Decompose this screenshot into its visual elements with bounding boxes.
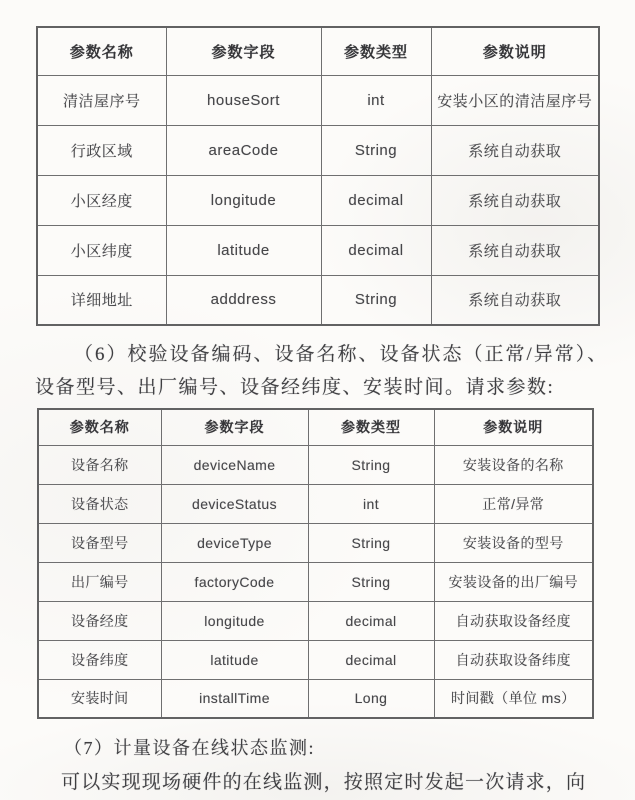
- paragraph-6-line2: 设备型号、出厂编号、设备经纬度、安装时间。请求参数:: [35, 377, 555, 398]
- table-cell: Long: [308, 679, 434, 718]
- table-cell: String: [308, 445, 434, 484]
- table-cell: 时间戳（单位 ms）: [434, 679, 593, 718]
- table-cell: 设备经度: [38, 601, 161, 640]
- table-cell: String: [321, 125, 431, 175]
- table-cell: 系统自动获取: [431, 275, 599, 325]
- table-row: [38, 562, 593, 601]
- table-row: [38, 640, 593, 679]
- table-row: [37, 75, 599, 125]
- table-row: [38, 601, 593, 640]
- table-cell: 详细地址: [37, 275, 166, 325]
- table-row: [38, 484, 593, 523]
- house-params-table: [36, 26, 600, 326]
- table-cell: 行政区域: [37, 125, 166, 175]
- table-cell: 系统自动获取: [431, 225, 599, 275]
- header-cell: 参数类型: [308, 409, 434, 445]
- paragraph-6-line1: （6）校验设备编码、设备名称、设备状态（正常/异常）、: [74, 344, 609, 365]
- table-cell: String: [308, 523, 434, 562]
- table-cell: decimal: [308, 640, 434, 679]
- header-cell: 参数名称: [38, 409, 161, 445]
- device-params-table: [37, 408, 594, 719]
- table-cell: decimal: [321, 225, 431, 275]
- table-cell: String: [321, 275, 431, 325]
- table-row: [37, 225, 599, 275]
- table-cell: deviceName: [161, 445, 308, 484]
- table-row: [37, 175, 599, 225]
- table-cell: 系统自动获取: [431, 175, 599, 225]
- table-cell: 安装设备的型号: [434, 523, 593, 562]
- table-cell: 设备纬度: [38, 640, 161, 679]
- table-cell: 清洁屋序号: [37, 75, 166, 125]
- table-cell: 正常/异常: [434, 484, 593, 523]
- header-cell: 参数名称: [37, 27, 166, 75]
- table-cell: int: [308, 484, 434, 523]
- table-cell: String: [308, 562, 434, 601]
- table-row: [37, 275, 599, 325]
- header-row: [37, 27, 599, 75]
- table-cell: 设备名称: [38, 445, 161, 484]
- table-cell: 系统自动获取: [431, 125, 599, 175]
- table-row: [38, 679, 593, 718]
- paragraph-7: （7）计量设备在线状态监测:: [64, 738, 315, 758]
- table-cell: latitude: [161, 640, 308, 679]
- table-cell: longitude: [166, 175, 321, 225]
- table-cell: int: [321, 75, 431, 125]
- table-cell: 安装时间: [38, 679, 161, 718]
- table-cell: longitude: [161, 601, 308, 640]
- table-row: [38, 445, 593, 484]
- table-cell: latitude: [166, 225, 321, 275]
- table-row: [38, 523, 593, 562]
- table-cell: 小区纬度: [37, 225, 166, 275]
- table-cell: 设备型号: [38, 523, 161, 562]
- header-cell: 参数说明: [431, 27, 599, 75]
- table-cell: 设备状态: [38, 484, 161, 523]
- paragraph-8: 可以实现现场硬件的在线监测，按照定时发起一次请求，向: [61, 772, 587, 793]
- table-cell: houseSort: [166, 75, 321, 125]
- table-row: [37, 125, 599, 175]
- table-cell: 出厂编号: [38, 562, 161, 601]
- header-cell: 参数字段: [161, 409, 308, 445]
- table-cell: decimal: [308, 601, 434, 640]
- header-row: [38, 409, 593, 445]
- table-cell: decimal: [321, 175, 431, 225]
- table-cell: 自动获取设备纬度: [434, 640, 593, 679]
- table-cell: installTime: [161, 679, 308, 718]
- table-cell: 安装设备的名称: [434, 445, 593, 484]
- table-cell: deviceStatus: [161, 484, 308, 523]
- table-cell: 安装设备的出厂编号: [434, 562, 593, 601]
- table-cell: 自动获取设备经度: [434, 601, 593, 640]
- header-cell: 参数说明: [434, 409, 593, 445]
- table-cell: deviceType: [161, 523, 308, 562]
- header-cell: 参数类型: [321, 27, 431, 75]
- table-cell: 安装小区的清洁屋序号: [431, 75, 599, 125]
- table-cell: factoryCode: [161, 562, 308, 601]
- table-cell: areaCode: [166, 125, 321, 175]
- table-cell: 小区经度: [37, 175, 166, 225]
- table-cell: adddress: [166, 275, 321, 325]
- header-cell: 参数字段: [166, 27, 321, 75]
